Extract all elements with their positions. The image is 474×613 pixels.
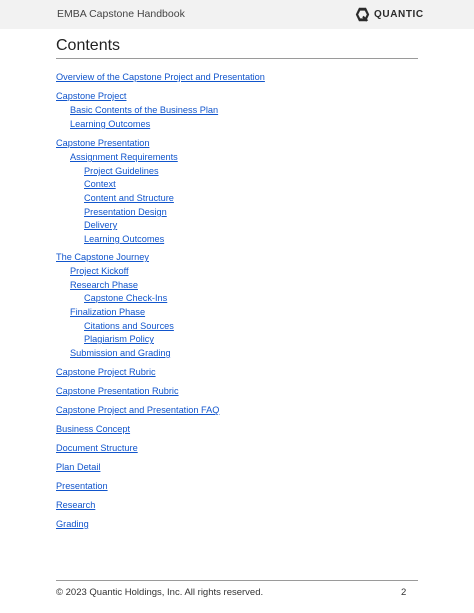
toc-link[interactable]: Capstone Presentation xyxy=(56,138,150,148)
toc-link[interactable]: Finalization Phase xyxy=(70,307,146,317)
toc-link[interactable]: Project Kickoff xyxy=(70,266,129,276)
toc-link[interactable]: Context xyxy=(84,179,116,189)
toc-link[interactable]: Overview of the Capstone Project and Presentation xyxy=(56,72,265,82)
toc-link[interactable]: Content and Structure xyxy=(84,193,174,203)
toc-link[interactable]: Research xyxy=(56,500,96,510)
toc-link[interactable]: Business Concept xyxy=(56,424,131,434)
toc-link[interactable]: Capstone Project and Presentation FAQ xyxy=(56,405,220,415)
toc-link[interactable]: Plan Detail xyxy=(56,462,101,472)
toc-link[interactable]: Document Structure xyxy=(56,443,138,453)
toc-link[interactable]: Project Guidelines xyxy=(84,166,159,176)
toc-link[interactable]: Presentation xyxy=(56,481,108,491)
toc-link[interactable]: Citations and Sources xyxy=(84,321,174,331)
toc-link[interactable]: The Capstone Journey xyxy=(56,252,149,262)
page-number: 2 xyxy=(401,587,407,598)
toc-link[interactable]: Delivery xyxy=(84,220,118,230)
footer-copyright: © 2023 Quantic Holdings, Inc. All rights reserved. xyxy=(56,587,264,598)
toc-link[interactable]: Capstone Presentation Rubric xyxy=(56,386,179,396)
toc-link[interactable]: Plagiarism Policy xyxy=(84,334,154,344)
toc-link[interactable]: Assignment Requirements xyxy=(70,152,178,162)
toc-link[interactable]: Grading xyxy=(56,519,89,529)
toc-link[interactable]: Capstone Project xyxy=(56,91,127,101)
brand-name: QUANTIC xyxy=(374,8,424,20)
toc-link[interactable]: Learning Outcomes xyxy=(84,234,165,244)
toc-link[interactable]: Basic Contents of the Business Plan xyxy=(70,105,219,115)
toc-link[interactable]: Research Phase xyxy=(70,280,138,290)
toc-link[interactable]: Capstone Project Rubric xyxy=(56,367,156,377)
toc-link[interactable]: Learning Outcomes xyxy=(70,119,151,129)
toc-link[interactable]: Submission and Grading xyxy=(70,348,171,358)
toc-link[interactable]: Presentation Design xyxy=(84,207,167,217)
document-title: EMBA Capstone Handbook xyxy=(57,8,185,20)
footer-divider xyxy=(56,580,418,581)
page-title: Contents xyxy=(56,37,121,54)
toc-link[interactable]: Capstone Check-Ins xyxy=(84,293,168,303)
